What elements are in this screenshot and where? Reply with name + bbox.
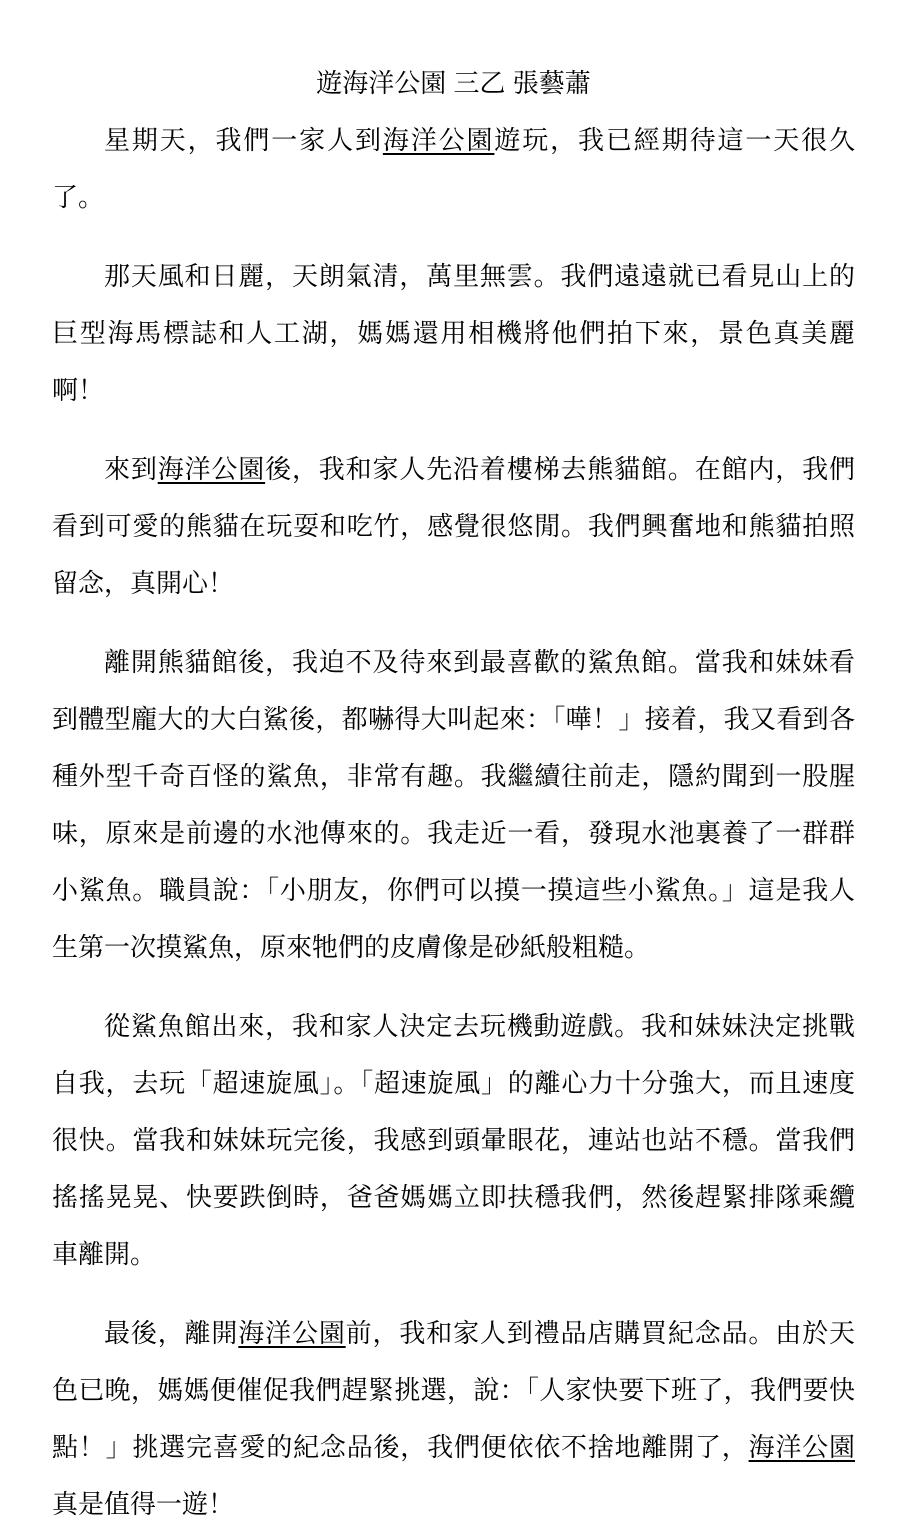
paragraph bbox=[52, 634, 855, 976]
text-run: 前，我和家人到禮品店購買紀念品。由於天色已晚，媽媽便催促我們趕緊挑選，說：「人家快要下班了，我們要快點！」挑選完喜愛的紀念品後，我們便依依不捨地離開了， bbox=[52, 1318, 855, 1462]
essay-body bbox=[52, 112, 855, 1533]
text-run: 離開熊貓館後，我迫不及待來到最喜歡的鯊魚館。當我和妹妹看到體型龐大的大白鯊後，都嚇得大叫起來：「嘩！」接着，我又看到各種外型千奇百怪的鯊魚，非常有趣。我繼續往前走，隱約聞到一股腥味，原來是前邊的水池傳來的。我走近一看，發現水池裏養了一群群小鯊魚。職員說：「小朋友，你們可以摸一摸這些小鯊魚。」這是我人生第一次摸鯊魚，原來牠們的皮膚像是砂紙般粗糙。 bbox=[52, 647, 855, 962]
text-run: 最後，離開 bbox=[104, 1318, 239, 1348]
paragraph bbox=[52, 112, 855, 226]
underlined-text: 海洋公園 bbox=[748, 1432, 855, 1462]
text-run: 星期天，我們一家人到 bbox=[104, 125, 383, 155]
text-run: 來到 bbox=[104, 454, 158, 484]
text-run: 遊玩，我已經期待這一天很久了。 bbox=[52, 125, 855, 212]
paragraph bbox=[52, 441, 855, 612]
underlined-text: 海洋公園 bbox=[382, 125, 495, 155]
text-run: 從鯊魚館出來，我和家人決定去玩機動遊戲。我和妹妹決定挑戰自我，去玩「超速旋風」。「超速旋風」的離心力十分強大，而且速度很快。當我和妹妹玩完後，我感到頭暈眼花，連站也站不穩。當我們搖搖晃晃、快要跌倒時，爸爸媽媽立即扶穩我們，然後趕緊排隊乘纜車離開。 bbox=[52, 1011, 855, 1269]
underlined-text: 海洋公園 bbox=[238, 1318, 346, 1348]
text-run: 那天風和日麗，天朗氣清，萬里無雲。我們遠遠就已看見山上的巨型海馬標誌和人工湖，媽媽還用相機將他們拍下來，景色真美麗啊！ bbox=[52, 261, 855, 405]
paragraph bbox=[52, 248, 855, 419]
essay-title: 遊海洋公園 三乙 張藝蕭 bbox=[316, 68, 591, 98]
text-run: 後，我和家人先沿着樓梯去熊貓館。在館内，我們看到可愛的熊貓在玩耍和吃竹，感覺很悠閒。我們興奮地和熊貓拍照留念，真開心！ bbox=[52, 454, 855, 598]
underlined-text: 海洋公園 bbox=[157, 454, 266, 484]
text-run: 真是值得一遊！ bbox=[52, 1489, 235, 1519]
paragraph bbox=[52, 1305, 855, 1533]
paragraph bbox=[52, 998, 855, 1283]
